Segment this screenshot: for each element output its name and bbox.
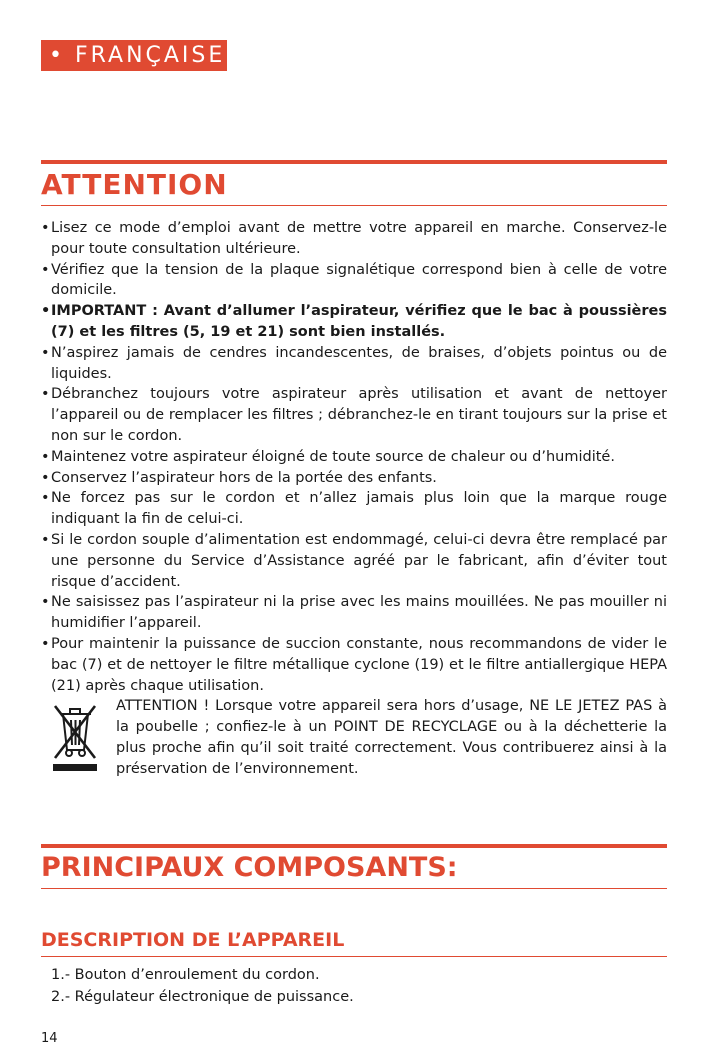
component-item: 2.- Régulateur électronique de puissance. — [51, 989, 354, 1005]
attention-item: • Ne saisissez pas l’aspirateur ni la prise avec les mains mouillées. Ne pas mouiller ni humidifier l’appareil. — [41, 592, 667, 634]
crossed-bin-icon — [51, 700, 99, 772]
components-title: PRINCIPAUX COMPOSANTS: — [41, 852, 458, 883]
page-number: 14 — [41, 1031, 58, 1046]
recycling-notice — [41, 696, 667, 780]
attention-item: • N’aspirez jamais de cendres incandescentes, de braises, d’objets pointus ou de liquides. — [41, 343, 667, 385]
attention-item: • Si le cordon souple d’alimentation est endommagé, celui-ci devra être remplacé par une personne du Service d’Assistance agréé par le fabricant, afin d’éviter tout risque d’accident. — [41, 530, 667, 592]
attention-bottom-rule — [41, 205, 667, 206]
attention-item: • Débranchez toujours votre aspirateur après utilisation et avant de nettoyer l’appareil ou de remplacer les filtres ; débranchez-le en tirant toujours sur la prise et non sur le cordon. — [41, 384, 667, 446]
attention-item: • Vérifiez que la tension de la plaque signalétique correspond bien à celle de votre domicile. — [41, 260, 667, 302]
attention-item: • Ne forcez pas sur le cordon et n’allez jamais plus loin que la marque rouge indiquant la fin de celui-ci. — [41, 488, 667, 530]
description-rule — [41, 956, 667, 957]
component-item: 1.- Bouton d’enroulement du cordon. — [51, 967, 320, 983]
attention-item: • Maintenez votre aspirateur éloigné de toute source de chaleur ou d’humidité. — [41, 447, 667, 468]
component-list — [41, 964, 667, 1008]
attention-list — [41, 218, 667, 780]
components-bottom-rule — [41, 888, 667, 889]
recycling-text: ATTENTION ! Lorsque votre appareil sera hors d’usage, NE LE JETEZ PAS à la poubelle ; confiez-le à un POINT DE RECYCLAGE ou à la déchetterie la plus proche afin qu’il soit traité correctement. Vous contribuerez ainsi à la préservation de l’environnement. — [116, 698, 667, 777]
attention-item: • Conservez l’aspirateur hors de la portée des enfants. — [41, 468, 667, 489]
attention-title: ATTENTION — [41, 168, 228, 201]
language-tab: • FRANÇAISE — [41, 40, 227, 71]
attention-item-important: • IMPORTANT : Avant d’allumer l’aspirateur, vérifiez que le bac à poussières (7) et les filtres (5, 19 et 21) sont bien installés. — [41, 301, 667, 343]
attention-item: • Pour maintenir la puissance de succion constante, nous recommandons de vider le bac (7) et de nettoyer le filtre métallique cyclone (19) et le filtre antiallergique HEPA (21) après chaque utilisation. — [41, 634, 667, 696]
attention-item: • Lisez ce mode d’emploi avant de mettre votre appareil en marche. Conservez-le pour toute consultation ultérieure. — [41, 218, 667, 260]
attention-top-rule — [41, 160, 667, 164]
description-subtitle: DESCRIPTION DE L’APPAREIL — [41, 929, 345, 951]
components-top-rule — [41, 844, 667, 848]
